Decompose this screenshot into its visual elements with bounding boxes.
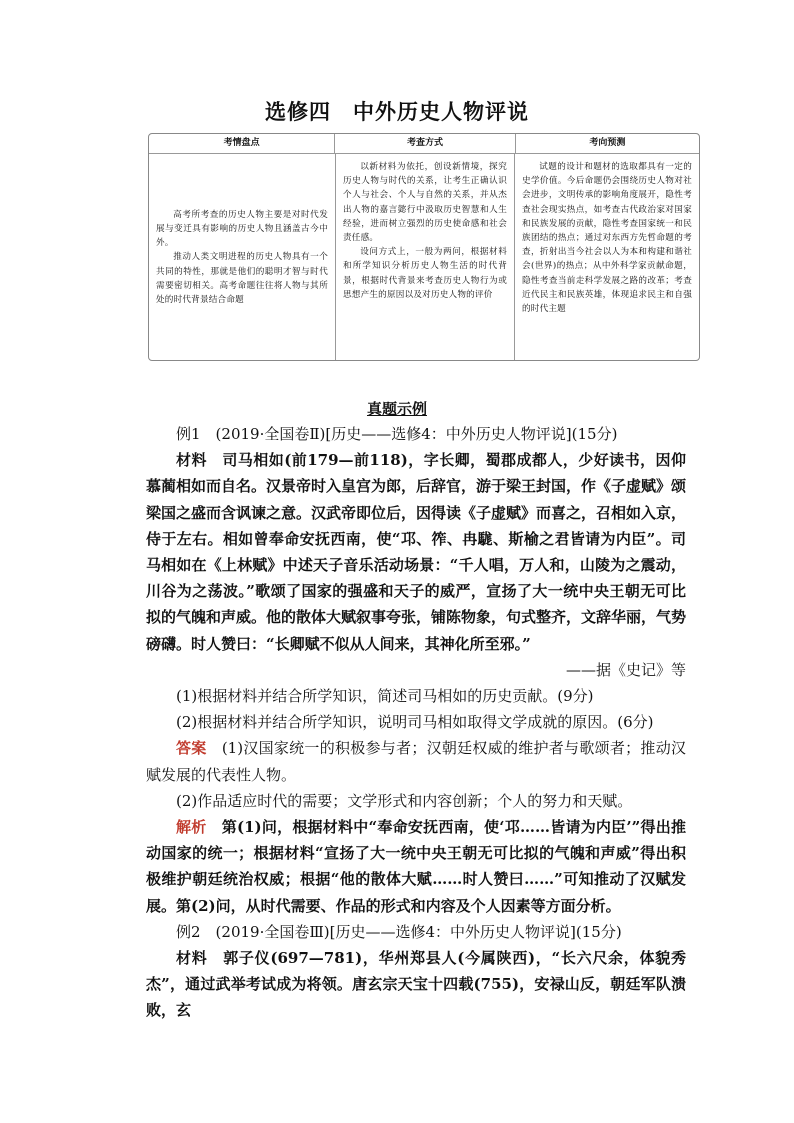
example1-analysis xyxy=(146,814,686,919)
example1-material xyxy=(146,447,686,657)
example1-answer1 xyxy=(146,735,686,787)
example1-question1: (1)根据材料并结合所学知识，简述司马相如的历史贡献。(9分) xyxy=(176,687,594,706)
answer-label: 答案 xyxy=(176,739,207,758)
answer-text: (1)汉国家统一的积极参与者；汉朝廷权威的维护者与歌颂者；推动汉赋发展的代表性人物。 xyxy=(146,739,686,784)
overview-col-kaoxiang xyxy=(515,154,699,361)
overview-text: 以新材料为依托，创设新情境，探究历史人物与时代的关系，让考生正确认识个人与社会、个人与自然的关系，并从杰出人物的嘉言懿行中汲取历史智慧和人生经验，进而树立强烈的历史使命感和社会责任感。 xyxy=(343,162,507,244)
overview-header-row xyxy=(149,134,699,154)
material-text: 郭子仪(697—781)，华州郑县人(今属陕西)，“长六尺余，体貌秀杰”，通过武举考试成为将领。唐玄宗天宝十四载(755)，安禄山反，朝廷军队溃败，玄 xyxy=(146,949,686,1020)
overview-col-kaoqing xyxy=(149,154,335,361)
main-content xyxy=(146,421,686,1024)
header-kaoxiang: 考向预测 xyxy=(589,138,626,148)
example2-material xyxy=(146,945,686,1024)
overview-body xyxy=(149,154,699,361)
material-text: 司马相如(前179—前118)，字长卿，蜀郡成都人，少好读书，因仰慕蔺相如而自名。汉景帝时入皇宫为郎，后辞官，游于梁王封国，作《子虚赋》颂梁国之盛而含讽谏之意。汉武帝即位后，因得读《子虚赋》而喜之，召相如入京，侍于左右。相如曾奉命安抚西南，使“邛、筰、冉駹、斯榆之君皆请为内臣”。司马相如在《上林赋》中述天子音乐活动场景：“千人唱，万人和，山陵为之震动，川谷为之荡波。”歌颂了国家的强盛和天子的威严，宣扬了大一统中央王朝无可比拟的气魄和声威。他的散体大赋叙事夸张，铺陈物象，句式整齐，文辞华丽，气势磅礴。时人赞曰：“长卿赋不似从人间来，其神化所至邪。” xyxy=(146,451,687,653)
material-label: 材料 xyxy=(176,949,208,968)
example1-answer2: (2)作品适应时代的需要；文学形式和内容创新；个人的努力和天赋。 xyxy=(176,791,633,810)
header-kaocha: 考查方式 xyxy=(334,134,515,153)
material-label: 材料 xyxy=(176,451,207,470)
overview-text: 试题的设计和题材的选取都具有一定的史学价值。今后命题仍会围绕历史人物对社会进步，文明传承的影响角度展开，隐性考查社会现实热点，如考查古代政治家对国家和民族发展的贡献，隐性考查国家统一和民族团结的热点；通过对东西方先哲命题的考查，折射出当今社会以人为本和构建和谐社会(世界)的热点；从中外科学家贡献命题，隐性考查当前走科学发展之路的改革；考查近代民主和民族英雄，体现追求民主和自强的时代主题 xyxy=(522,162,692,315)
section-title: 真题示例 xyxy=(366,400,427,418)
analysis-text: 第(1)问，根据材料中“奉命安抚西南，使‘邛……皆请为内臣’”得出推动国家的统一；根据材料“宣扬了大一统中央王朝无可比拟的气魄和声威”得出积极维护朝廷统治权威；根据“他的散体大赋……时人赞曰……”可知推动了汉赋发展。第(2)问，从时代需要、作品的形式和内容及个人因素等方面分析。 xyxy=(146,818,686,915)
page-title xyxy=(0,96,794,126)
example1-source: ——据《史记》等 xyxy=(565,660,686,679)
header-kaoqing: 考情盘点 xyxy=(223,138,260,148)
example1-question2: (2)根据材料并结合所学知识，说明司马相如取得文学成就的原因。(6分) xyxy=(176,713,654,732)
overview-text: 设问方式上，一般为两问，根据材料和所学知识分析历史人物生活的时代背景，根据时代背景来考查历史人物行为或思想产生的原因以及对历史人物的评价 xyxy=(343,247,507,300)
title-part2: 中外历史人物评说 xyxy=(353,99,529,124)
overview-text: 推动人类文明进程的历史人物具有一个共同的特性，那就是他们的聪明才智与时代需要密切相关。高考命题往往将人物与其所处的时代背景结合命题 xyxy=(156,252,328,305)
overview-text: 高考所考查的历史人物主要是对时代发展与变迁具有影响的历史人物且涵盖古今中外。 xyxy=(156,209,328,249)
example1-header: 例1 (2019·全国卷Ⅱ)[历史——选修4：中外历史人物评说](15分) xyxy=(176,425,618,443)
example2-header: 例2 (2019·全国卷Ⅲ)[历史——选修4：中外历史人物评说](15分) xyxy=(176,922,622,941)
analysis-label: 解析 xyxy=(176,818,207,837)
title-part1: 选修四 xyxy=(265,99,331,124)
overview-col-kaocha xyxy=(335,154,515,361)
overview-table xyxy=(148,133,700,361)
